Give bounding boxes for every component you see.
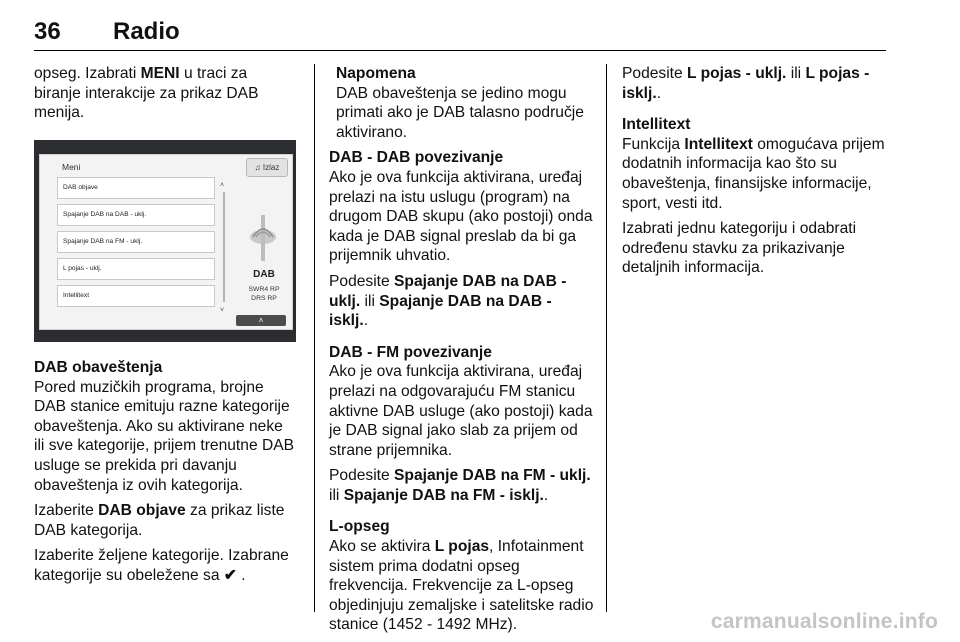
menu-item-dab-objave[interactable]: DAB objave <box>57 177 215 199</box>
column-divider-1 <box>314 64 315 612</box>
section-l-opseg <box>329 517 594 635</box>
dab-fm-paragraph-2: Podesite Spajanje DAB na FM - uklj. ili Spajanje DAB na FM - isklj.. <box>329 467 591 504</box>
paragraph-3: Izaberite željene kategorije. Izabrane kategorije su obeležene sa ✔ . <box>34 547 289 584</box>
scrollbar[interactable] <box>220 182 228 314</box>
exit-button[interactable]: ♫ Izlaz <box>246 158 288 177</box>
heading-dab-obavestenja: DAB obaveštenja <box>34 359 163 376</box>
heading-dab-fm: DAB - FM povezivanje <box>329 343 492 361</box>
column-left <box>34 64 296 129</box>
section-dab-fm <box>329 343 594 506</box>
note-title: Napomena <box>336 65 416 82</box>
paragraph-1: Pored muzičkih programa, brojne DAB stanice emituju razne kategorije obaveštenja. Ako su aktivirane neke ili sve kategorije, prijem trenutne DAB usluge se prekida pri davanju obaveštenja iz ovih kategorija. <box>34 378 295 494</box>
section-title: Radio <box>113 18 180 45</box>
column-divider-2 <box>606 64 607 612</box>
dab-fm-paragraph-1: Ako je ova funkcija aktivirana, uređaj prelazi na odgovarajuću FM stanicu aktivne DAB usluge (ako postoji) kada je DAB signal jako slab za prijem od strane prijemnika. <box>329 363 593 459</box>
intellitext-paragraph-2: Izabrati jednu kategoriju i odabrati određenu stavku za prikazivanje detaljnih informacija. <box>622 220 857 277</box>
heading-dab-dab: DAB - DAB povezivanje <box>329 149 504 167</box>
station-line-2: DRS RP <box>251 294 277 302</box>
scroll-up-icon[interactable]: ˄ <box>220 182 225 189</box>
l-pojas-paragraph: Podesite L pojas - uklj. ili L pojas - isklj.. <box>622 65 870 102</box>
screen-title: Meni <box>62 162 81 172</box>
menu-item-intellitext[interactable]: Intellitext <box>57 285 215 307</box>
station-info <box>236 286 292 303</box>
paragraph-2: Izaberite DAB objave za prikaz liste DAB kategorija. <box>34 502 285 539</box>
menu-item-l-pojas[interactable]: L pojas - uklj. <box>57 258 215 280</box>
watermark: carmanualsonline.info <box>710 610 938 633</box>
dab-logo-text: DAB <box>253 269 275 280</box>
column-right <box>622 64 890 284</box>
dab-dab-paragraph-1: Ako je ova funkcija aktivirana, uređaj prelazi na istu uslugu (program) na drugom DAB skupu (ako postoji) onda kada je DAB signal preslab da bi ga prijemnik uhvatio. <box>329 168 593 265</box>
page-number: 36 <box>34 18 61 45</box>
l-opseg-paragraph: Ako se aktivira L pojas, Infotainment sistem prima dodatni opseg frekvencija. Frekvencije za L-opseg objedinjuju zemaljske i satelitske radio stanice (1452 - 1492 MHz). <box>329 538 594 634</box>
menu-list <box>57 177 215 312</box>
dab-dab-paragraph-2: Podesite Spajanje DAB na DAB - uklj. ili Spajanje DAB na DAB - isklj.. <box>329 272 567 330</box>
note-text: DAB obaveštenja se jedino mogu primati ako je DAB talasno područje aktivirano. <box>336 84 584 141</box>
menu-item-dab-dab[interactable]: Spajanje DAB na DAB - uklj. <box>57 204 215 226</box>
scroll-down-icon[interactable]: ˅ <box>220 307 225 314</box>
station-line-1: SWR4 RP <box>248 286 280 293</box>
menu-item-dab-fm[interactable]: Spajanje DAB na FM - uklj. <box>57 231 215 253</box>
collapse-up-button[interactable]: ˄ <box>236 315 286 326</box>
menu-screen <box>39 154 293 330</box>
column-left-lower <box>34 358 296 592</box>
dab-logo-icon <box>247 213 279 272</box>
note-box <box>336 64 594 142</box>
intro-paragraph: opseg. Izabrati MENI u traci za biranje interakcije za prikaz DAB menija. <box>34 65 259 122</box>
intellitext-paragraph-1: Funkcija Intellitext omogućava prijem dodatnih informacija kao što su obaveštenja, finansijske informacije, sport, vesti itd. <box>622 135 885 212</box>
infotainment-screenshot <box>34 140 296 342</box>
scroll-track <box>223 192 225 302</box>
column-middle <box>329 64 594 641</box>
page-header <box>34 14 886 51</box>
section-dab-dab <box>329 148 594 330</box>
heading-l-opseg: L-opseg <box>329 518 390 536</box>
heading-intellitext: Intellitext <box>622 116 691 134</box>
